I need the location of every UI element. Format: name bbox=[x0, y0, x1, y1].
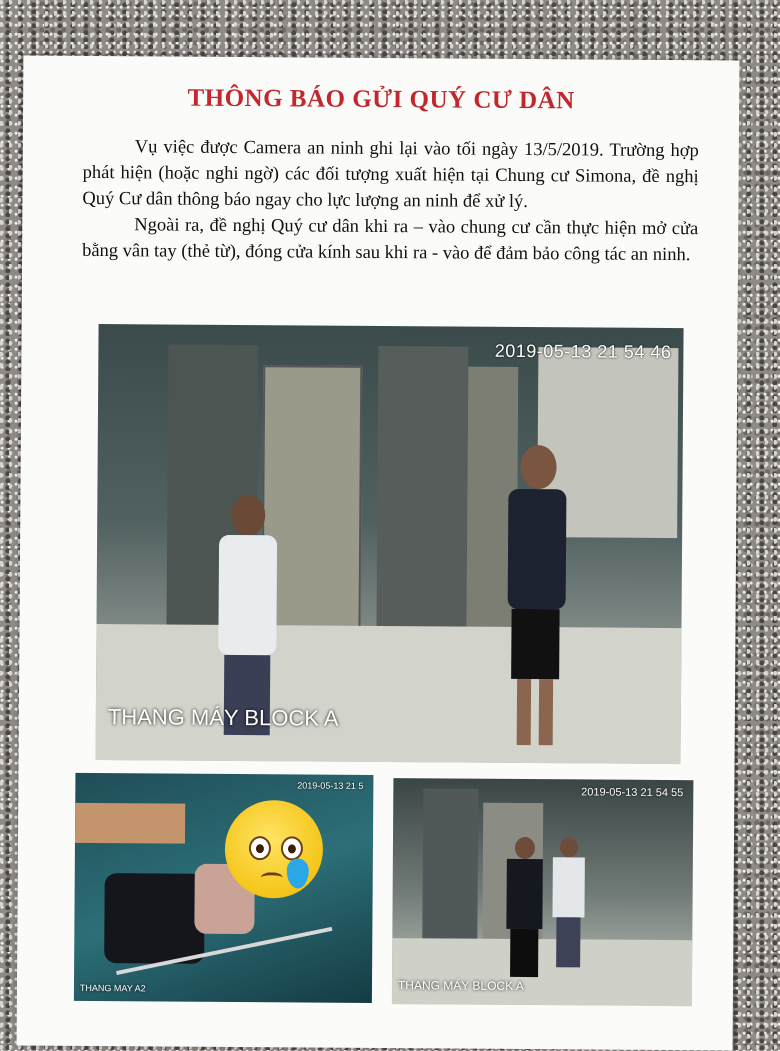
elevator-interior-panel bbox=[75, 803, 185, 844]
camera-frame-small-b bbox=[392, 778, 694, 1006]
camera-timestamp: 2019-05-13 21 5 bbox=[297, 780, 364, 791]
camera-frame-main bbox=[96, 324, 684, 764]
camera-frame-small-a bbox=[74, 773, 374, 1003]
camera-location-label: THANG MÁY BLOCK A bbox=[107, 704, 339, 731]
emoji-mouth bbox=[261, 872, 283, 883]
emoji-eye bbox=[281, 836, 303, 860]
crying-emoji-icon bbox=[225, 800, 324, 899]
emoji-tear bbox=[287, 858, 309, 888]
floor bbox=[96, 624, 682, 764]
camera-location-label: THANG MAY A2 bbox=[79, 982, 146, 994]
person-white-shirt bbox=[550, 837, 587, 967]
notice-body bbox=[82, 134, 699, 268]
notice-title: THÔNG BÁO GỬI QUÝ CƯ DÂN bbox=[187, 84, 575, 115]
person-dark-shirt bbox=[104, 873, 205, 964]
granite-pillar-center bbox=[376, 346, 468, 667]
person-dark-shirt bbox=[504, 837, 545, 977]
notice-paragraph-1: Vụ việc được Camera an ninh ghi lại vào tối ngày 13/5/2019. Trường hợp phát hiện (hoặc nghi ngờ) các đối tượng xuất hiện tại Chung cư Simona, đề nghị Quý Cư dân thông báo ngay cho lực lượng an ninh để xử lý. bbox=[82, 137, 699, 213]
person-white-shirt bbox=[216, 495, 280, 735]
camera-timestamp: 2019-05-13 21 54 46 bbox=[494, 340, 672, 363]
emoji-eye bbox=[249, 836, 271, 860]
camera-location-label: THANG MÁY BLOCK A bbox=[397, 978, 524, 994]
person-dark-shirt bbox=[501, 445, 573, 745]
notice-paper bbox=[17, 56, 740, 1051]
camera-timestamp: 2019-05-13 21 54 55 bbox=[581, 786, 684, 800]
notice-paragraph-2: Ngoài ra, đề nghị Quý cư dân khi ra – vào chung cư cần thực hiện mở cửa bằng vân tay (thẻ từ), đóng cửa kính sau khi ra - vào để đảm bảo công tác an ninh. bbox=[82, 215, 699, 266]
